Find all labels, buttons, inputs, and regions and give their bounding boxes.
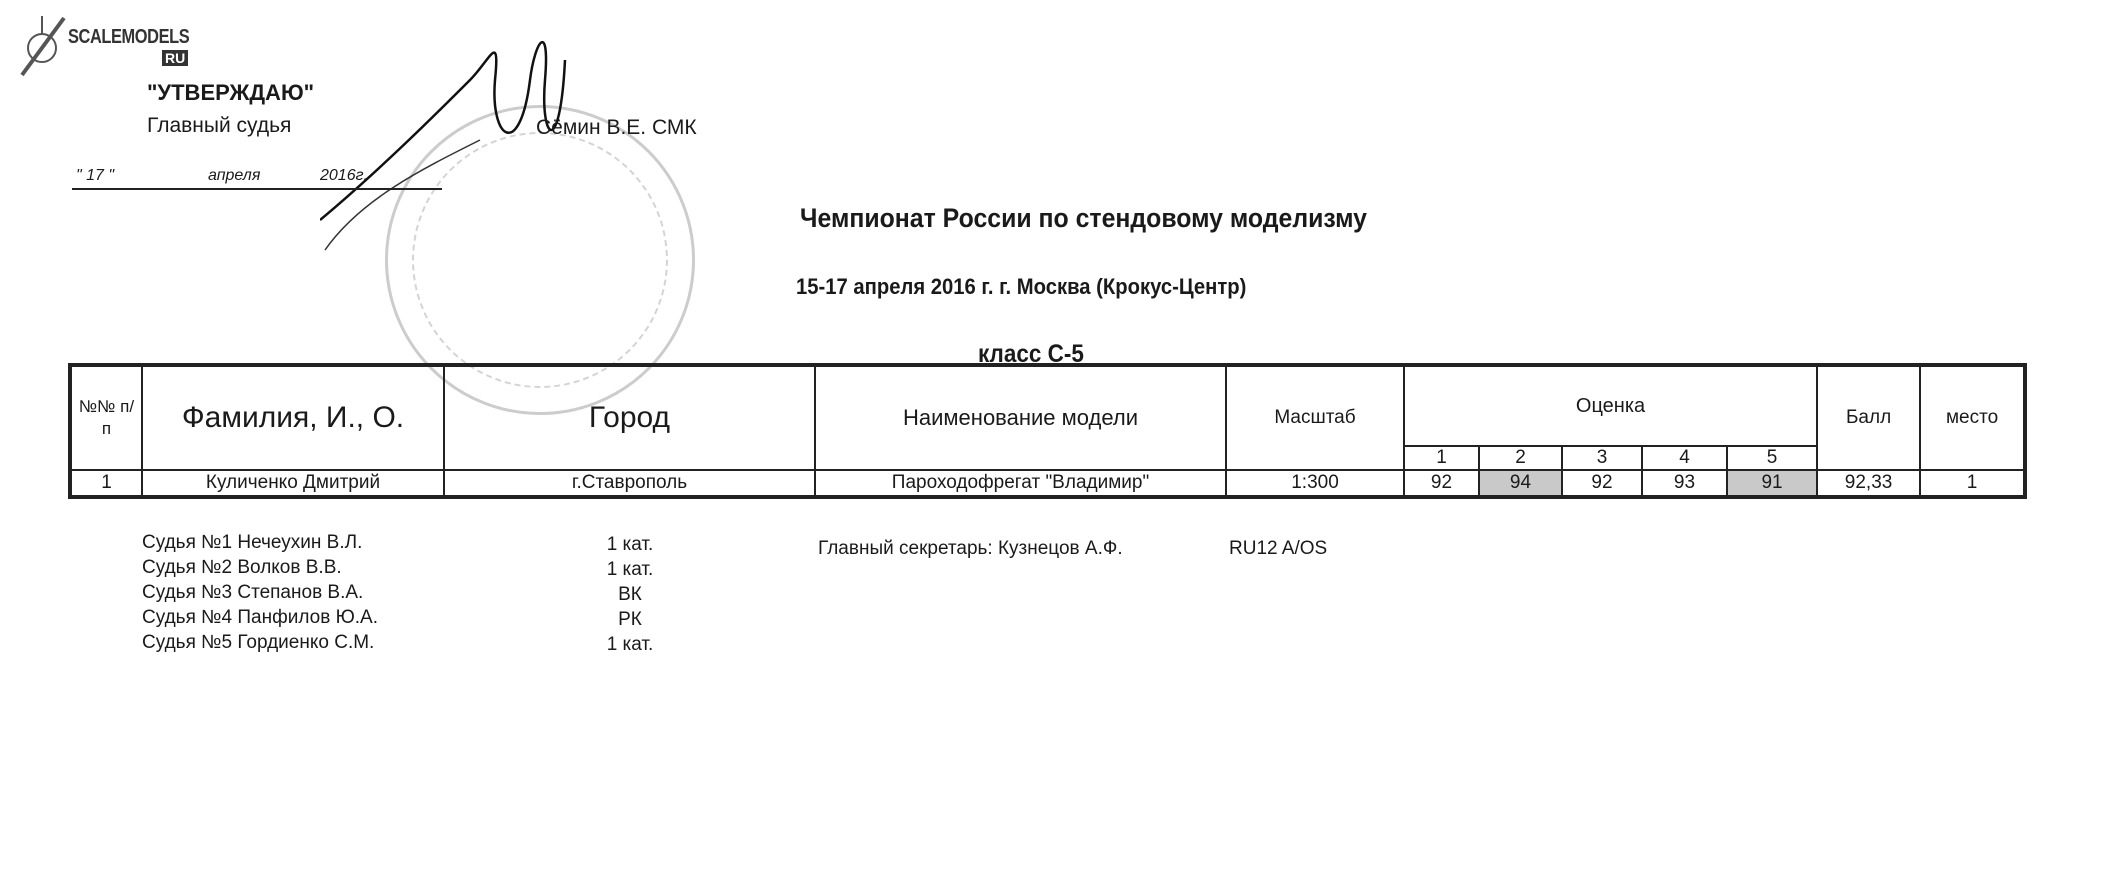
col-place: место [1920, 365, 2025, 470]
event-dates-location: 15-17 апреля 2016 г. г. Москва (Крокус-Центр) [796, 274, 1247, 299]
row-score-4: 93 [1642, 470, 1727, 497]
row-scale: 1:300 [1226, 470, 1404, 497]
judges-categories [600, 532, 660, 657]
date-day: " 17 " [76, 167, 115, 184]
table-row [70, 470, 2025, 497]
col-scores: Оценка [1404, 365, 1817, 446]
judges-list [142, 530, 378, 655]
row-total: 92,33 [1817, 470, 1920, 497]
approval-heading: "УТВЕРЖДАЮ" [147, 80, 315, 105]
date-year: 2016г. [320, 167, 368, 184]
championship-title: Чемпионат России по стендовому моделизму [800, 203, 1368, 233]
judge-3-category: ВК [618, 584, 642, 605]
row-num: 1 [70, 470, 142, 497]
row-city: г.Ставрополь [444, 470, 815, 497]
col-city: Город [444, 365, 815, 470]
row-score-3: 92 [1562, 470, 1642, 497]
signature-icon [320, 20, 580, 270]
chief-secretary: Главный секретарь: Кузнецов А.Ф. [818, 538, 1123, 559]
row-place: 1 [1920, 470, 2025, 497]
judge-4: Судья №4 Панфилов Ю.А. [142, 607, 378, 628]
col-score-1: 1 [1404, 446, 1479, 470]
judge-1-category: 1 кат. [606, 534, 654, 555]
logo-text: SCALEMODELS [68, 26, 190, 48]
col-score-4: 4 [1642, 446, 1727, 470]
date-month: апреля [208, 167, 261, 184]
judge-5-category: 1 кат. [606, 634, 654, 655]
scalemodels-logo [12, 10, 192, 80]
judge-5: Судья №5 Гордиенко С.М. [142, 632, 375, 653]
chief-judge-label: Главный судья [147, 114, 292, 137]
col-name: Фамилия, И., О. [142, 365, 444, 470]
judge-4-category: РК [618, 609, 642, 630]
col-score-2: 2 [1479, 446, 1562, 470]
propeller-icon [12, 10, 72, 80]
document-code: RU12 A/OS [1229, 538, 1328, 559]
row-score-2: 94 [1479, 470, 1562, 497]
col-score-5: 5 [1727, 446, 1817, 470]
row-score-5: 91 [1727, 470, 1817, 497]
judge-1: Судья №1 Нечеухин В.Л. [142, 532, 363, 553]
col-num: №№ п/п [70, 365, 142, 470]
results-table [68, 363, 2027, 499]
col-scale: Масштаб [1226, 365, 1404, 470]
approval-date [72, 168, 442, 190]
row-model: Пароходофрегат "Владимир" [815, 470, 1226, 497]
judge-3: Судья №3 Степанов В.А. [142, 582, 364, 603]
judge-2-category: 1 кат. [606, 559, 654, 580]
col-model: Наименование модели [815, 365, 1226, 470]
row-score-1: 92 [1404, 470, 1479, 497]
row-name: Куличенко Дмитрий [142, 470, 444, 497]
chief-judge-name: Сёмин В.Е. СМК [536, 116, 697, 139]
class-label: класс С-5 [978, 340, 1084, 368]
logo-ru-badge: RU [162, 50, 188, 66]
header-row [70, 365, 2025, 446]
col-total: Балл [1817, 365, 1920, 470]
judge-2: Судья №2 Волков В.В. [142, 557, 342, 578]
col-score-3: 3 [1562, 446, 1642, 470]
